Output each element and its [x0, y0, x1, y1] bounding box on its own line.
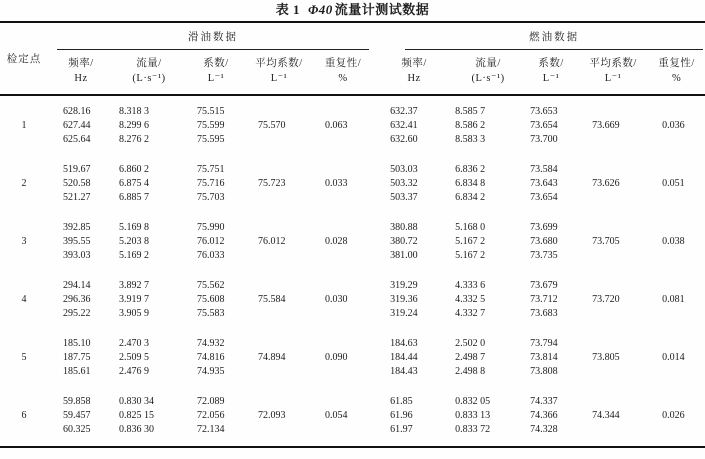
- cell-fuel-average: [578, 423, 648, 447]
- table-row: [0, 321, 705, 351]
- cell-fuel-flow: 5.168 0: [455, 222, 486, 233]
- cell-checkpoint: 1: [21, 120, 27, 131]
- cell-checkpoint: 4: [21, 294, 27, 305]
- cell-oil-average: [248, 147, 310, 177]
- cell-fuel-flow: 2.498 7: [455, 352, 486, 363]
- cell-oil-flow: 3.892 7: [119, 280, 149, 291]
- column-header-checkpoint: 检定点: [0, 22, 48, 95]
- cell-fuel-repeatability: 0.081: [662, 294, 685, 305]
- cell-fuel-coefficient: 73.643: [530, 178, 558, 189]
- table-row: [0, 191, 705, 205]
- cell-oil-repeatability: [310, 321, 376, 351]
- cell-oil-average: 74.894: [258, 352, 286, 363]
- cell-fuel-flow: 5.167 2: [455, 236, 486, 247]
- cell-fuel-flow: 0.833 13: [455, 410, 491, 421]
- cell-oil-coefficient: 75.583: [197, 308, 225, 319]
- table-row: [0, 365, 705, 379]
- cell-oil-coefficient: 75.716: [197, 178, 225, 189]
- cell-fuel-repeatability: [648, 133, 705, 147]
- cell-fuel-frequency: 632.60: [390, 134, 418, 145]
- cell-oil-flow: 6.860 2: [119, 164, 149, 175]
- table-row: [0, 119, 705, 133]
- column-header-fuel-repeatability: 重复性/ %: [648, 50, 705, 95]
- cell-oil-repeatability: [310, 147, 376, 177]
- cell-checkpoint: [0, 205, 48, 235]
- cell-oil-coefficient: 75.751: [197, 164, 225, 175]
- cell-fuel-repeatability: 0.026: [662, 410, 685, 421]
- cell-oil-repeatability: [310, 133, 376, 147]
- cell-oil-average: 76.012: [258, 236, 286, 247]
- cell-fuel-flow: 5.167 2: [455, 250, 486, 261]
- cell-oil-frequency: 60.325: [63, 424, 91, 435]
- cell-checkpoint: [0, 307, 48, 321]
- cell-fuel-average: [578, 205, 648, 235]
- cell-fuel-flow: 4.332 5: [455, 294, 486, 305]
- cell-oil-frequency: 519.67: [63, 164, 91, 175]
- column-header-oil-coefficient: 系数/ L⁻¹: [184, 50, 248, 95]
- cell-oil-coefficient: 75.608: [197, 294, 225, 305]
- cell-oil-average: [248, 205, 310, 235]
- cell-fuel-coefficient: 74.366: [530, 410, 558, 421]
- cell-fuel-frequency: 319.24: [390, 308, 418, 319]
- cell-oil-coefficient: 72.134: [197, 424, 225, 435]
- cell-fuel-coefficient: 73.683: [530, 308, 558, 319]
- cell-fuel-average: [578, 307, 648, 321]
- cell-fuel-repeatability: 0.014: [662, 352, 685, 363]
- cell-oil-flow: 8.276 2: [119, 134, 149, 145]
- cell-oil-frequency: 59.457: [63, 410, 91, 421]
- cell-fuel-coefficient: 73.654: [530, 120, 558, 131]
- column-header-oil-frequency: 频率/ Hz: [48, 50, 114, 95]
- column-header-oil-repeatability: 重复性/ %: [310, 50, 376, 95]
- table-title: [0, 0, 705, 21]
- cell-checkpoint: [0, 365, 48, 379]
- cell-fuel-frequency: 61.96: [390, 410, 413, 421]
- cell-oil-flow: 0.836 30: [119, 424, 154, 435]
- cell-oil-frequency: 627.44: [63, 120, 91, 131]
- column-header-fuel-coefficient: 系数/ L⁻¹: [524, 50, 578, 95]
- cell-oil-frequency: 294.14: [63, 280, 91, 291]
- cell-oil-flow: 0.830 34: [119, 396, 154, 407]
- cell-oil-coefficient: 74.932: [197, 338, 225, 349]
- cell-oil-flow: 3.919 7: [119, 294, 149, 305]
- cell-fuel-frequency: 184.44: [390, 352, 418, 363]
- cell-fuel-frequency: 184.63: [390, 338, 418, 349]
- cell-oil-coefficient: 76.012: [197, 236, 225, 247]
- lube-oil-group-label: 滑油数据: [57, 27, 369, 50]
- cell-fuel-frequency: 61.97: [390, 424, 413, 435]
- cell-checkpoint: 3: [21, 236, 27, 247]
- cell-oil-flow: 2.470 3: [119, 338, 149, 349]
- cell-oil-flow: 2.509 5: [119, 352, 149, 363]
- cell-fuel-average: 74.344: [592, 410, 620, 421]
- cell-fuel-frequency: 61.85: [390, 396, 413, 407]
- table-row: [0, 95, 705, 119]
- cell-fuel-frequency: 632.37: [390, 106, 418, 117]
- cell-fuel-average: [578, 321, 648, 351]
- cell-fuel-flow: 0.832 05: [455, 396, 491, 407]
- sub-header-row: [0, 50, 705, 95]
- cell-oil-repeatability: [310, 263, 376, 293]
- column-group-lube-oil: [48, 22, 376, 50]
- cell-fuel-flow: 4.333 6: [455, 280, 486, 291]
- cell-fuel-coefficient: 73.679: [530, 280, 558, 291]
- cell-fuel-coefficient: 73.808: [530, 366, 558, 377]
- cell-fuel-frequency: 503.37: [390, 192, 418, 203]
- cell-fuel-average: 73.805: [592, 352, 620, 363]
- cell-checkpoint: [0, 95, 48, 119]
- cell-oil-average: [248, 95, 310, 119]
- cell-oil-coefficient: 74.935: [197, 366, 225, 377]
- cell-fuel-coefficient: 73.699: [530, 222, 558, 233]
- cell-oil-repeatability: 0.063: [325, 120, 348, 131]
- cell-fuel-coefficient: 73.654: [530, 192, 558, 203]
- cell-fuel-frequency: 632.41: [390, 120, 418, 131]
- cell-fuel-repeatability: 0.038: [662, 236, 685, 247]
- cell-oil-repeatability: [310, 365, 376, 379]
- cell-oil-coefficient: 75.595: [197, 134, 225, 145]
- cell-oil-flow: 0.825 15: [119, 410, 154, 421]
- cell-oil-flow: 5.169 2: [119, 250, 149, 261]
- cell-oil-flow: 3.905 9: [119, 308, 149, 319]
- cell-fuel-frequency: 319.36: [390, 294, 418, 305]
- cell-checkpoint: [0, 191, 48, 205]
- cell-fuel-flow: 6.836 2: [455, 164, 486, 175]
- cell-oil-repeatability: [310, 95, 376, 119]
- table-row: [0, 133, 705, 147]
- cell-fuel-frequency: 503.03: [390, 164, 418, 175]
- cell-oil-frequency: 296.36: [63, 294, 91, 305]
- cell-fuel-frequency: 380.88: [390, 222, 418, 233]
- cell-fuel-repeatability: [648, 95, 705, 119]
- cell-fuel-repeatability: 0.036: [662, 120, 685, 131]
- cell-fuel-flow: 4.332 7: [455, 308, 486, 319]
- table-row: [0, 307, 705, 321]
- cell-checkpoint: [0, 133, 48, 147]
- cell-fuel-coefficient: 73.794: [530, 338, 558, 349]
- cell-oil-flow: 2.476 9: [119, 366, 149, 377]
- table-row: [0, 351, 705, 365]
- cell-fuel-flow: 2.498 8: [455, 366, 486, 377]
- cell-oil-coefficient: 72.089: [197, 396, 225, 407]
- cell-fuel-average: [578, 191, 648, 205]
- table-row: [0, 177, 705, 191]
- cell-fuel-coefficient: 73.735: [530, 250, 558, 261]
- cell-oil-average: 75.584: [258, 294, 286, 305]
- table-number: 表 1: [275, 2, 300, 17]
- cell-oil-average: [248, 191, 310, 205]
- table-row: [0, 249, 705, 263]
- cell-fuel-average: [578, 379, 648, 409]
- cell-oil-repeatability: 0.054: [325, 410, 348, 421]
- cell-fuel-coefficient: 73.712: [530, 294, 558, 305]
- cell-fuel-frequency: 380.72: [390, 236, 418, 247]
- cell-fuel-average: 73.669: [592, 120, 620, 131]
- cell-fuel-repeatability: [648, 205, 705, 235]
- cell-oil-frequency: 395.55: [63, 236, 91, 247]
- cell-oil-average: [248, 365, 310, 379]
- cell-fuel-average: 73.720: [592, 294, 620, 305]
- cell-fuel-repeatability: [648, 365, 705, 379]
- cell-oil-average: 75.723: [258, 178, 286, 189]
- cell-fuel-frequency: 184.43: [390, 366, 418, 377]
- table-row: [0, 235, 705, 249]
- table-header: [0, 22, 705, 95]
- cell-checkpoint: [0, 423, 48, 447]
- cell-fuel-repeatability: [648, 423, 705, 447]
- cell-fuel-flow: 2.502 0: [455, 338, 486, 349]
- column-header-oil-flow: 流量/ (L·s⁻¹): [114, 50, 184, 95]
- cell-oil-average: [248, 263, 310, 293]
- cell-oil-average: 72.093: [258, 410, 286, 421]
- cell-checkpoint: [0, 263, 48, 293]
- cell-oil-repeatability: [310, 249, 376, 263]
- cell-oil-flow: 6.885 7: [119, 192, 149, 203]
- table-row: [0, 147, 705, 177]
- cell-fuel-average: 73.626: [592, 178, 620, 189]
- cell-oil-frequency: 59.858: [63, 396, 91, 407]
- cell-fuel-average: [578, 365, 648, 379]
- cell-oil-coefficient: 74.816: [197, 352, 225, 363]
- cell-oil-repeatability: [310, 379, 376, 409]
- cell-fuel-coefficient: 73.584: [530, 164, 558, 175]
- column-header-oil-average: 平均系数/ L⁻¹: [248, 50, 310, 95]
- cell-fuel-flow: 8.586 2: [455, 120, 486, 131]
- cell-fuel-flow: 8.583 3: [455, 134, 486, 145]
- cell-oil-frequency: 393.03: [63, 250, 91, 261]
- cell-oil-average: [248, 307, 310, 321]
- cell-checkpoint: 6: [21, 410, 27, 421]
- cell-fuel-average: 73.705: [592, 236, 620, 247]
- cell-fuel-flow: 0.833 72: [455, 424, 491, 435]
- cell-oil-average: [248, 423, 310, 447]
- cell-fuel-repeatability: [648, 321, 705, 351]
- cell-oil-coefficient: 75.599: [197, 120, 225, 131]
- cell-fuel-coefficient: 73.700: [530, 134, 558, 145]
- column-header-fuel-flow: 流量/ (L·s⁻¹): [452, 50, 524, 95]
- cell-oil-flow: 8.299 6: [119, 120, 149, 131]
- cell-checkpoint: [0, 249, 48, 263]
- cell-oil-coefficient: 72.056: [197, 410, 225, 421]
- cell-oil-average: [248, 379, 310, 409]
- cell-fuel-average: [578, 147, 648, 177]
- cell-oil-repeatability: [310, 307, 376, 321]
- cell-fuel-flow: 8.585 7: [455, 106, 486, 117]
- table-title-text: 流量计测试数据: [334, 2, 430, 17]
- cell-oil-flow: 5.169 8: [119, 222, 149, 233]
- cell-oil-frequency: 392.85: [63, 222, 91, 233]
- cell-fuel-frequency: 503.32: [390, 178, 418, 189]
- cell-oil-coefficient: 75.515: [197, 106, 225, 117]
- cell-checkpoint: [0, 147, 48, 177]
- cell-oil-frequency: 625.64: [63, 134, 91, 145]
- flowmeter-model: Φ40: [307, 2, 333, 17]
- cell-oil-repeatability: 0.033: [325, 178, 348, 189]
- cell-checkpoint: [0, 321, 48, 351]
- cell-oil-average: 75.570: [258, 120, 286, 131]
- column-header-fuel-average: 平均系数/ L⁻¹: [578, 50, 648, 95]
- cell-fuel-average: [578, 263, 648, 293]
- column-header-fuel-frequency: 频率/ Hz: [376, 50, 452, 95]
- cell-oil-frequency: 295.22: [63, 308, 91, 319]
- cell-oil-frequency: 520.58: [63, 178, 91, 189]
- cell-oil-coefficient: 75.703: [197, 192, 225, 203]
- table-row: [0, 423, 705, 447]
- cell-oil-repeatability: 0.028: [325, 236, 348, 247]
- cell-oil-repeatability: 0.030: [325, 294, 348, 305]
- cell-oil-coefficient: 75.562: [197, 280, 225, 291]
- cell-oil-average: [248, 249, 310, 263]
- column-group-fuel-oil: [376, 22, 705, 50]
- table-row: [0, 379, 705, 409]
- cell-fuel-frequency: 319.29: [390, 280, 418, 291]
- cell-fuel-coefficient: 73.680: [530, 236, 558, 247]
- table-body: [0, 95, 705, 447]
- cell-fuel-coefficient: 74.328: [530, 424, 558, 435]
- cell-oil-coefficient: 76.033: [197, 250, 225, 261]
- cell-fuel-repeatability: [648, 379, 705, 409]
- cell-fuel-coefficient: 73.653: [530, 106, 558, 117]
- cell-fuel-repeatability: 0.051: [662, 178, 685, 189]
- cell-fuel-average: [578, 249, 648, 263]
- cell-oil-frequency: 521.27: [63, 192, 91, 203]
- fuel-oil-group-label: 燃油数据: [405, 27, 703, 50]
- table-row: [0, 205, 705, 235]
- cell-checkpoint: 2: [21, 178, 27, 189]
- table-row: [0, 409, 705, 423]
- cell-oil-average: [248, 321, 310, 351]
- cell-fuel-coefficient: 73.814: [530, 352, 558, 363]
- cell-oil-flow: 8.318 3: [119, 106, 149, 117]
- cell-fuel-average: [578, 95, 648, 119]
- cell-oil-flow: 6.875 4: [119, 178, 149, 189]
- cell-fuel-repeatability: [648, 191, 705, 205]
- cell-oil-repeatability: [310, 205, 376, 235]
- table-row: [0, 263, 705, 293]
- cell-oil-repeatability: [310, 191, 376, 205]
- group-header-row: [0, 22, 705, 50]
- cell-oil-coefficient: 75.990: [197, 222, 225, 233]
- cell-oil-frequency: 185.10: [63, 338, 91, 349]
- cell-fuel-average: [578, 133, 648, 147]
- cell-oil-average: [248, 133, 310, 147]
- cell-fuel-repeatability: [648, 307, 705, 321]
- cell-checkpoint: [0, 379, 48, 409]
- cell-checkpoint: 5: [21, 352, 27, 363]
- cell-oil-repeatability: [310, 423, 376, 447]
- cell-oil-repeatability: 0.090: [325, 352, 348, 363]
- cell-fuel-frequency: 381.00: [390, 250, 418, 261]
- cell-fuel-flow: 6.834 2: [455, 192, 486, 203]
- cell-oil-frequency: 185.61: [63, 366, 91, 377]
- cell-fuel-flow: 6.834 8: [455, 178, 486, 189]
- cell-oil-frequency: 187.75: [63, 352, 91, 363]
- cell-fuel-repeatability: [648, 147, 705, 177]
- table-row: [0, 293, 705, 307]
- flowmeter-test-table: [0, 21, 705, 448]
- cell-oil-flow: 5.203 8: [119, 236, 149, 247]
- cell-fuel-repeatability: [648, 249, 705, 263]
- cell-fuel-coefficient: 74.337: [530, 396, 558, 407]
- cell-oil-frequency: 628.16: [63, 106, 91, 117]
- cell-fuel-repeatability: [648, 263, 705, 293]
